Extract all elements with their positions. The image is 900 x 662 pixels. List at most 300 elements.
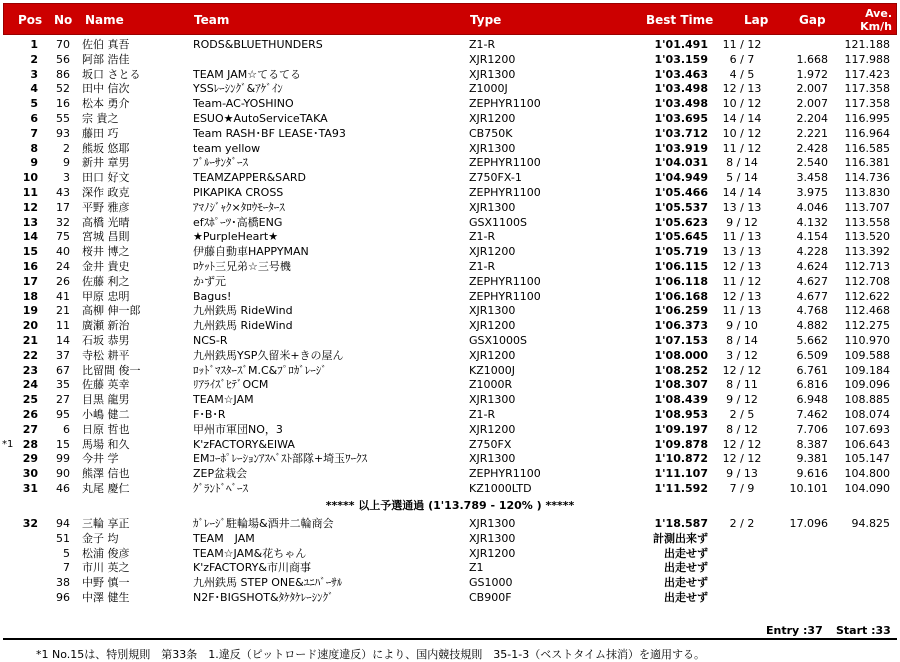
cell-ave: 94.825 — [851, 517, 890, 530]
cell-type: ZEPHYR1100 — [469, 467, 541, 481]
table-row — [0, 260, 900, 275]
cell-name: 廣瀬 新治 — [82, 319, 130, 333]
cell-no: 24 — [56, 260, 70, 273]
table-row — [0, 290, 900, 305]
cell-best: 1'08.000 — [654, 348, 708, 362]
cell-best: 1'08.307 — [654, 378, 708, 392]
header-no: No — [54, 13, 73, 27]
table-row — [0, 517, 900, 532]
table-row — [0, 452, 900, 467]
cell-no: 26 — [56, 274, 70, 288]
cell-name: 田中 信次 — [82, 82, 130, 96]
cell-name: 佐藤 利之 — [82, 274, 130, 288]
cell-no: 7 — [63, 561, 70, 575]
cell-name: 金子 均 — [82, 531, 119, 545]
cell-name: 田口 好文 — [82, 171, 130, 185]
cell-ave: 109.184 — [844, 363, 890, 377]
cell-team: ﾌﾞﾙｰｻﾝﾀﾞｰｽ — [193, 156, 248, 170]
cell-name: 熊澤 信也 — [82, 467, 130, 481]
cell-lap: 13 / 13 — [722, 200, 762, 214]
cell-lap: 11 / 13 — [722, 304, 762, 318]
cell-team: efｽﾎﾟｰﾂ･高橋ENG — [193, 215, 283, 229]
cell-pos: 9 — [30, 156, 38, 170]
cell-name: 深作 政克 — [82, 186, 130, 199]
cell-type: XJR1300 — [469, 200, 516, 214]
cell-team: TEAM JAM☆てるてる — [193, 67, 301, 81]
table-row — [0, 156, 900, 171]
cell-gap: 4.627 — [796, 274, 828, 288]
cell-pos: 28 — [22, 437, 38, 451]
table-row — [0, 68, 900, 83]
cell-ave: 107.693 — [844, 422, 890, 436]
cell-gap: 3.975 — [796, 186, 828, 199]
cell-type: XJR1300 — [469, 67, 516, 81]
cell-pos: 15 — [22, 245, 38, 259]
cell-type: CB900F — [469, 591, 512, 604]
cell-name: 宮城 昌則 — [82, 230, 130, 244]
cell-lap: 8 / 11 — [726, 378, 758, 392]
cell-lap: 9 / 12 — [726, 393, 758, 407]
cell-gap: 4.046 — [796, 200, 828, 214]
cell-pos: 14 — [22, 230, 38, 244]
cell-pos: 30 — [22, 467, 38, 481]
cell-no: 2 — [63, 141, 70, 155]
cell-pos: 3 — [30, 67, 38, 81]
cell-team: EMｺｰﾎﾟﾚｰｼｮﾝｱｽﾍﾞｽﾄ部隊+埼玉ﾜｰｸｽ — [193, 452, 368, 466]
cell-best: 1'08.252 — [654, 363, 708, 377]
table-row — [0, 591, 900, 606]
cell-no: 90 — [56, 467, 70, 481]
cell-team: ★PurpleHeart★ — [193, 230, 279, 244]
cell-pos: 18 — [22, 289, 38, 303]
cell-team: ﾛｹｯﾄ三兄弟☆三号機 — [193, 260, 291, 273]
cell-best: 1'06.259 — [654, 304, 708, 318]
cell-no: 11 — [56, 319, 70, 333]
bottom-rule — [3, 638, 897, 640]
cell-team: N2F･BIGSHOT&ﾀｹﾀｹﾚｰｼﾝｸﾞ — [193, 591, 334, 604]
cell-team: TEAM JAM — [193, 531, 255, 545]
cell-pos: 6 — [30, 112, 38, 125]
cell-type: Z1 — [469, 561, 484, 575]
cell-no: 96 — [56, 591, 70, 604]
cell-ave: 121.188 — [844, 38, 890, 51]
cell-gap: 2.007 — [796, 82, 828, 96]
cell-ave: 117.423 — [844, 67, 890, 81]
cell-best: 1'03.919 — [654, 141, 708, 155]
cell-lap: 5 / 14 — [726, 171, 758, 185]
cell-type: Z750FX-1 — [469, 171, 522, 185]
cell-team: ｶﾞﾚｰｼﾞ駐輪場&酒井二輪商会 — [193, 517, 334, 530]
cell-best: 1'03.463 — [654, 67, 708, 81]
cell-name: 小嶋 健二 — [82, 408, 130, 421]
cell-no: 15 — [56, 437, 70, 451]
cell-pos: 10 — [22, 171, 38, 185]
cell-team: Team-AC-YOSHINO — [193, 97, 294, 111]
table-row — [0, 216, 900, 231]
cell-type: XJR1300 — [469, 304, 516, 318]
table-row — [0, 82, 900, 97]
cell-name: 中澤 健生 — [82, 591, 130, 604]
cell-gap: 6.816 — [796, 378, 828, 392]
cell-lap: 6 / 7 — [729, 52, 755, 66]
cell-ave: 109.588 — [844, 348, 890, 362]
table-row — [0, 547, 900, 562]
cell-best: 1'05.645 — [654, 230, 708, 244]
cell-lap: 12 / 12 — [722, 452, 762, 466]
cell-type: Z750FX — [469, 437, 512, 451]
cell-type: Z1-R — [469, 38, 496, 51]
cell-team: TEAMZAPPER&SARD — [193, 171, 307, 185]
table-row — [0, 245, 900, 260]
table-row — [0, 127, 900, 142]
cell-name: 平野 雅彦 — [82, 200, 130, 214]
header-ave-line2: Km/h — [860, 20, 892, 33]
cell-no: 51 — [56, 531, 70, 545]
cell-type: Z1-R — [469, 408, 496, 421]
cell-lap: 9 / 13 — [726, 467, 758, 481]
cell-gap: 6.948 — [796, 393, 828, 407]
cell-gap: 2.428 — [796, 141, 828, 155]
start-count: Start :33 — [836, 624, 891, 637]
cell-ave: 112.713 — [844, 260, 890, 273]
cell-pos: 16 — [22, 260, 38, 273]
cell-lap: 8 / 14 — [726, 156, 758, 170]
cell-name: 寺松 耕平 — [82, 348, 130, 362]
cell-ave: 113.558 — [844, 215, 890, 229]
cell-best: 1'06.118 — [654, 274, 708, 288]
cell-team: TEAM☆JAM — [193, 393, 254, 407]
cell-best: 1'03.159 — [654, 52, 708, 66]
cell-pos: 8 — [30, 141, 38, 155]
cell-no: 86 — [56, 67, 70, 81]
header-type: Type — [470, 13, 502, 27]
cell-team: ﾘｱﾗｲｽﾞﾋﾃﾞOCM — [193, 378, 269, 392]
cell-no: 14 — [56, 334, 70, 347]
cell-gap: 2.204 — [796, 112, 828, 125]
cell-ave: 112.275 — [844, 319, 890, 333]
cell-type: XJR1300 — [469, 517, 516, 530]
cell-name: 高橋 光晴 — [82, 215, 130, 229]
cell-no: 38 — [56, 576, 70, 590]
cell-name: 金井 貴史 — [82, 260, 130, 273]
entry-count: Entry :37 — [766, 624, 823, 637]
cell-type: ZEPHYR1100 — [469, 274, 541, 288]
cell-gap: 4.132 — [796, 215, 828, 229]
cell-no: 37 — [56, 348, 70, 362]
table-row — [0, 408, 900, 423]
cell-gap: 9.616 — [796, 467, 828, 481]
cell-best: 1'04.031 — [654, 156, 708, 170]
cell-best: 出走せず — [664, 561, 708, 575]
cell-best: 出走せず — [664, 576, 708, 590]
cell-best: 1'11.592 — [654, 482, 708, 495]
cell-pos: 32 — [22, 517, 38, 530]
cell-gap: 6.761 — [796, 363, 828, 377]
cell-pos: 1 — [30, 38, 38, 51]
cell-ave: 112.622 — [844, 289, 890, 303]
cell-ave: 110.970 — [844, 334, 890, 347]
cell-pos: 29 — [22, 452, 38, 466]
cell-no: 21 — [56, 304, 70, 318]
cell-best: 1'03.695 — [654, 112, 708, 125]
cell-ave: 113.707 — [844, 200, 890, 214]
table-row — [0, 201, 900, 216]
cell-gap: 2.221 — [796, 126, 828, 140]
cell-pos: 25 — [22, 393, 38, 407]
cell-type: XJR1200 — [469, 245, 516, 259]
cell-best: 1'07.153 — [654, 334, 708, 347]
cell-team: 九州鉄馬 RideWind — [193, 319, 293, 333]
cell-type: XJR1300 — [469, 452, 516, 466]
cell-pos: 17 — [22, 274, 38, 288]
table-row — [0, 112, 900, 127]
cell-gap: 4.624 — [796, 260, 828, 273]
cell-name: 藤田 巧 — [82, 126, 119, 140]
cell-pos: 24 — [22, 378, 38, 392]
cell-gap: 5.662 — [796, 334, 828, 347]
cell-best: 1'06.373 — [654, 319, 708, 333]
qualifying-cutline: ***** 以上予選通過 (1'13.789 - 120% ) ***** — [325, 499, 575, 512]
cell-lap: 3 / 12 — [726, 348, 758, 362]
table-row — [0, 393, 900, 408]
cell-type: Z1-R — [469, 230, 496, 244]
cell-pos: 20 — [22, 319, 38, 333]
cell-no: 46 — [56, 482, 70, 495]
table-header — [3, 3, 897, 35]
table-row — [0, 438, 900, 453]
cell-best: 1'06.115 — [654, 260, 708, 273]
cell-ave: 117.358 — [844, 97, 890, 111]
cell-team: ﾛｯﾄﾞﾏｽﾀｰｽﾞM.C&ﾌﾟﾛｶﾞﾚｰｼﾞ — [193, 363, 327, 377]
cell-lap: 11 / 12 — [722, 141, 762, 155]
cell-no: 95 — [56, 408, 70, 421]
cell-team: Bagus! — [193, 289, 232, 303]
cell-name: 甲原 忠明 — [82, 289, 130, 303]
cell-pos: 23 — [22, 363, 38, 377]
cell-team: YSSﾚｰｼﾝｸﾞ&ｱｹﾞｲﾝ — [193, 82, 283, 96]
cell-lap: 9 / 12 — [726, 215, 758, 229]
header-best-time: Best Time — [646, 13, 714, 27]
cell-no: 99 — [56, 452, 70, 466]
cell-lap: 10 / 12 — [722, 126, 762, 140]
cell-best: 1'06.168 — [654, 289, 708, 303]
cell-best: 1'03.498 — [654, 97, 708, 111]
table-row — [0, 576, 900, 591]
cell-gap: 4.228 — [796, 245, 828, 259]
cell-no: 70 — [56, 38, 70, 51]
cell-type: XJR1300 — [469, 531, 516, 545]
cell-ave: 109.096 — [844, 378, 890, 392]
cell-lap: 13 / 13 — [722, 245, 762, 259]
cell-ave: 108.885 — [844, 393, 890, 407]
table-row — [0, 304, 900, 319]
cell-gap: 4.768 — [796, 304, 828, 318]
cell-ave: 105.147 — [844, 452, 890, 466]
cell-lap: 10 / 12 — [722, 97, 762, 111]
cell-gap: 8.387 — [796, 437, 828, 451]
cell-type: Z1-R — [469, 260, 496, 273]
cell-pos: 19 — [22, 304, 38, 318]
cell-ave: 116.585 — [844, 141, 890, 155]
cell-ave: 106.643 — [844, 437, 890, 451]
cell-no: 6 — [63, 422, 70, 436]
table-row — [0, 142, 900, 157]
table-row — [0, 275, 900, 290]
cell-name: 阿部 浩佳 — [82, 52, 130, 66]
cell-ave: 116.995 — [844, 112, 890, 125]
cell-type: XJR1300 — [469, 141, 516, 155]
cell-name: 石坂 恭男 — [82, 334, 130, 347]
cell-lap: 11 / 12 — [722, 38, 762, 51]
cell-lap: 14 / 14 — [722, 186, 762, 199]
cell-no: 94 — [56, 517, 70, 530]
cell-team: team yellow — [193, 141, 261, 155]
cell-gap: 4.677 — [796, 289, 828, 303]
cell-team: K'zFACTORY&EIWA — [193, 437, 295, 451]
table-row — [0, 38, 900, 53]
cell-pos: 26 — [22, 408, 38, 421]
cell-type: XJR1200 — [469, 546, 516, 560]
cell-team: NCS-R — [193, 334, 228, 347]
cell-name: 比留間 俊一 — [82, 363, 141, 377]
cell-best: 1'03.498 — [654, 82, 708, 96]
cell-lap: 12 / 12 — [722, 363, 762, 377]
cell-no: 9 — [63, 156, 70, 170]
cell-no: 17 — [56, 200, 70, 214]
cell-no: 3 — [63, 171, 70, 185]
cell-best: 1'08.953 — [654, 408, 708, 421]
cell-no: 55 — [56, 112, 70, 125]
cell-name: 三輪 享正 — [82, 517, 130, 530]
cell-ave: 114.736 — [844, 171, 890, 185]
cell-best: 1'05.719 — [654, 245, 708, 259]
cell-type: Z1000J — [469, 82, 508, 96]
cell-gap: 4.882 — [796, 319, 828, 333]
cell-no: 41 — [56, 289, 70, 303]
table-row — [0, 171, 900, 186]
header-name: Name — [85, 13, 124, 27]
cell-name: 中野 慎一 — [82, 576, 130, 590]
cell-pos: 4 — [30, 82, 38, 96]
cell-ave: 113.392 — [844, 245, 890, 259]
cell-best: 1'11.107 — [654, 467, 708, 481]
cell-no: 67 — [56, 363, 70, 377]
cell-lap: 12 / 13 — [722, 289, 762, 303]
cell-gap: 1.972 — [796, 67, 828, 81]
cell-lap: 11 / 13 — [722, 230, 762, 244]
cell-name: 目黒 龍男 — [82, 393, 130, 407]
cell-pos: 12 — [22, 200, 38, 214]
cell-no: 5 — [63, 546, 70, 560]
cell-pos: 21 — [22, 334, 38, 347]
cell-no: 93 — [56, 126, 70, 140]
cell-team: PIKAPIKA CROSS — [193, 186, 284, 199]
cell-name: 市川 英之 — [82, 561, 130, 575]
table-row — [0, 319, 900, 334]
cell-lap: 8 / 14 — [726, 334, 758, 347]
cell-name: 佐伯 真吾 — [82, 38, 130, 51]
cell-name: 坂口 さとる — [82, 67, 141, 81]
cell-type: XJR1200 — [469, 52, 516, 66]
cell-ave: 117.988 — [844, 52, 890, 66]
cell-best: 1'05.623 — [654, 215, 708, 229]
cell-lap: 11 / 12 — [722, 274, 762, 288]
cell-pos: 2 — [30, 52, 38, 66]
cell-name: 松浦 俊彦 — [82, 546, 130, 560]
table-row — [0, 482, 900, 497]
cell-best: 1'05.466 — [654, 186, 708, 199]
cell-gap: 1.668 — [796, 52, 828, 66]
cell-lap: 12 / 13 — [722, 82, 762, 96]
cell-team: ZEP盆栽会 — [193, 467, 248, 481]
cell-gap: 17.096 — [789, 517, 828, 530]
cell-name: 馬場 和久 — [82, 437, 130, 451]
cell-type: Z1000R — [469, 378, 513, 392]
cell-best: 1'10.872 — [654, 452, 708, 466]
cell-no: 16 — [56, 97, 70, 111]
cell-team: ｸﾞﾗﾝﾄﾞﾍﾞｰｽ — [193, 482, 248, 495]
cell-name: 丸尾 慶仁 — [82, 482, 130, 495]
cell-best: 1'09.197 — [654, 422, 708, 436]
cell-type: ZEPHYR1100 — [469, 97, 541, 111]
cell-ave: 113.830 — [844, 186, 890, 199]
cell-name: 宗 貴之 — [82, 112, 119, 125]
cell-best: 1'08.439 — [654, 393, 708, 407]
cell-gap: 2.540 — [796, 156, 828, 170]
cell-lap: 2 / 2 — [729, 517, 755, 530]
cell-team: 九州鉄馬 STEP ONE&ﾕﾆﾊﾞｰｻﾙ — [193, 576, 343, 590]
cell-name: 今井 学 — [82, 452, 119, 466]
cell-type: KZ1000J — [469, 363, 515, 377]
cell-pos: 11 — [22, 186, 38, 199]
cell-name: 高柳 伸一郎 — [82, 304, 141, 318]
cell-type: XJR1200 — [469, 319, 516, 333]
cell-lap: 2 / 5 — [729, 408, 755, 421]
cell-team: Team RASH･BF LEASE･TA93 — [193, 126, 346, 140]
table-row — [0, 561, 900, 576]
header-ave-line1: Ave. — [865, 7, 892, 20]
table-row — [0, 230, 900, 245]
cell-name: 桜井 博之 — [82, 245, 130, 259]
cell-pos: 5 — [30, 97, 38, 111]
cell-pos: 13 — [22, 215, 38, 229]
cell-team: かず元 — [193, 274, 226, 288]
header-team: Team — [194, 13, 230, 27]
cell-no: 43 — [56, 186, 70, 199]
cell-gap: 2.007 — [796, 97, 828, 111]
cell-lap: 12 / 13 — [722, 260, 762, 273]
cell-no: 35 — [56, 378, 70, 392]
cell-team: ｱﾏﾉｼﾞｬｸ×ﾀﾛｳﾓｰﾀｰｽ — [193, 200, 285, 214]
cell-best: 1'18.587 — [654, 517, 708, 530]
cell-lap: 14 / 14 — [722, 112, 762, 125]
table-row — [0, 53, 900, 68]
cell-name: 熊坂 悠耶 — [82, 141, 130, 155]
cell-lap: 9 / 10 — [726, 319, 758, 333]
cell-team: 甲州市軍団NO，3 — [193, 422, 283, 436]
cell-team: RODS&BLUETHUNDERS — [193, 38, 323, 51]
cell-type: ZEPHYR1100 — [469, 289, 541, 303]
table-row — [0, 364, 900, 379]
cell-name: 新井 章男 — [82, 156, 130, 170]
cell-team: ESUO★AutoServiceTAKA — [193, 112, 328, 125]
cell-type: CB750K — [469, 126, 513, 140]
cell-ave: 117.358 — [844, 82, 890, 96]
cell-best: 計測出来ず — [653, 531, 708, 545]
cell-team: K'zFACTORY&市川商事 — [193, 561, 311, 575]
cell-name: 日原 哲也 — [82, 422, 130, 436]
cell-ave: 108.074 — [844, 408, 890, 421]
